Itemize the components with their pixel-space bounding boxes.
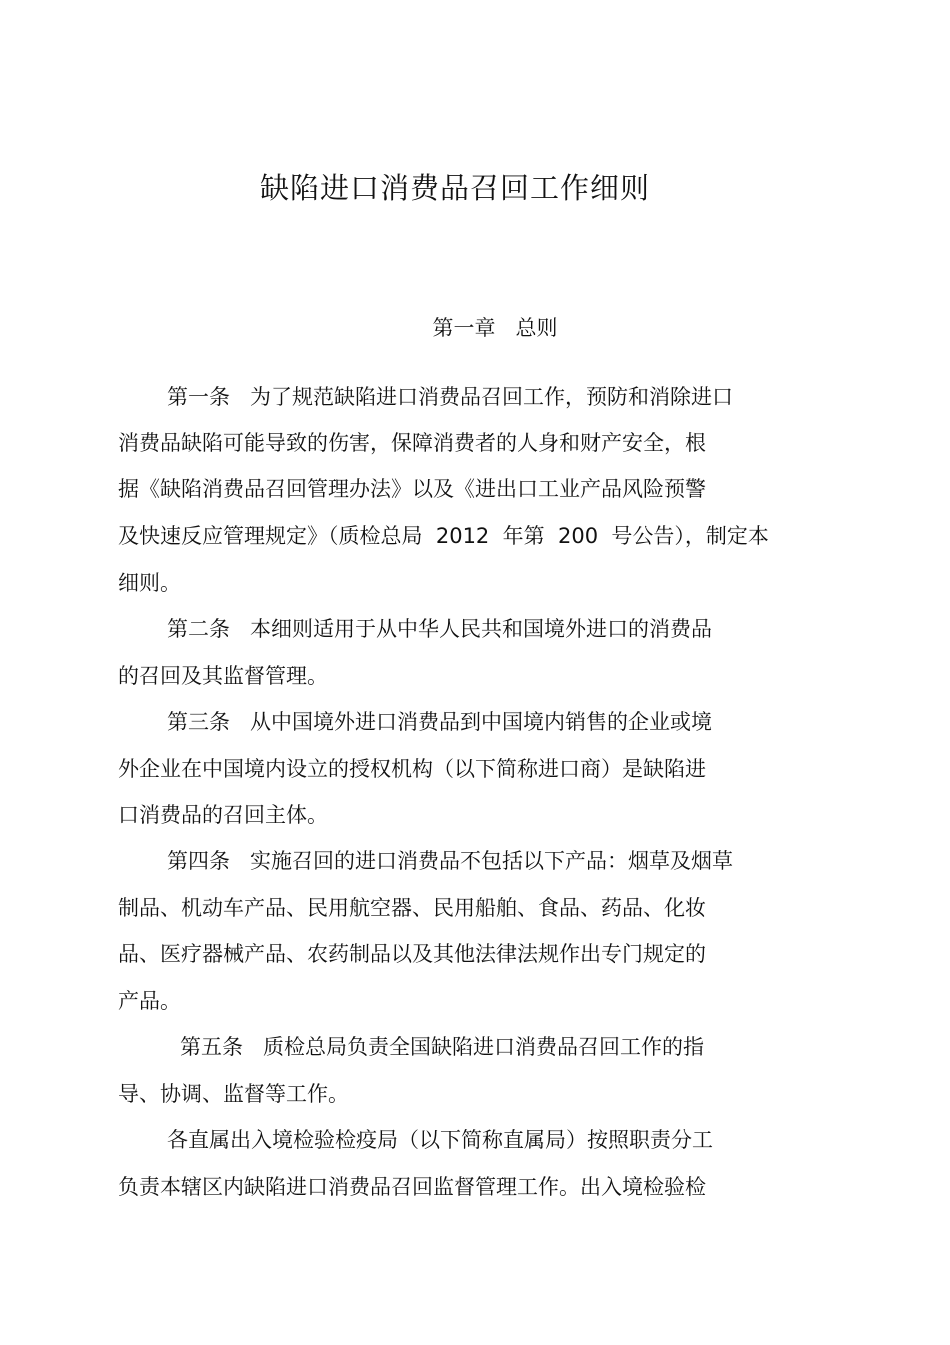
chapter-heading: 第一章 总则: [432, 316, 558, 340]
body-line-4: 及快速反应管理规定》（质检总局 2012 年第 200 号公告），制定本: [118, 524, 769, 548]
body-line-7: 的召回及其监督管理。: [118, 664, 328, 688]
body-line-9: 外企业在中国境内设立的授权机构（以下简称进口商）是缺陷进: [118, 757, 706, 781]
body-line-5: 细则。: [118, 571, 181, 595]
body-line-17: 各直属出入境检验检疫局（以下简称直属局）按照职责分工: [167, 1128, 713, 1152]
document-title: 缺陷进口消费品召回工作细则: [259, 171, 650, 205]
body-line-1: 第一条 为了规范缺陷进口消费品召回工作，预防和消除进口: [167, 385, 734, 409]
body-line-6: 第二条 本细则适用于从中华人民共和国境外进口的消费品: [167, 617, 713, 641]
body-line-3: 据《缺陷消费品召回管理办法》以及《进出口工业产品风险预警: [118, 477, 706, 501]
body-line-8: 第三条 从中国境外进口消费品到中国境内销售的企业或境: [167, 710, 713, 734]
body-line-2: 消费品缺陷可能导致的伤害，保障消费者的人身和财产安全，根: [118, 431, 706, 455]
body-line-10: 口消费品的召回主体。: [118, 803, 328, 827]
body-line-16: 导、协调、监督等工作。: [118, 1082, 349, 1106]
body-line-13: 品、医疗器械产品、农药制品以及其他法律法规作出专门规定的: [118, 942, 706, 966]
body-line-12: 制品、机动车产品、民用航空器、民用船舶、食品、药品、化妆: [118, 896, 706, 920]
body-line-11: 第四条 实施召回的进口消费品不包括以下产品：烟草及烟草: [167, 849, 734, 873]
body-line-15: 第五条 质检总局负责全国缺陷进口消费品召回工作的指: [180, 1035, 705, 1059]
body-line-18: 负责本辖区内缺陷进口消费品召回监督管理工作。出入境检验检: [118, 1175, 706, 1199]
body-line-14: 产品。: [118, 989, 181, 1013]
